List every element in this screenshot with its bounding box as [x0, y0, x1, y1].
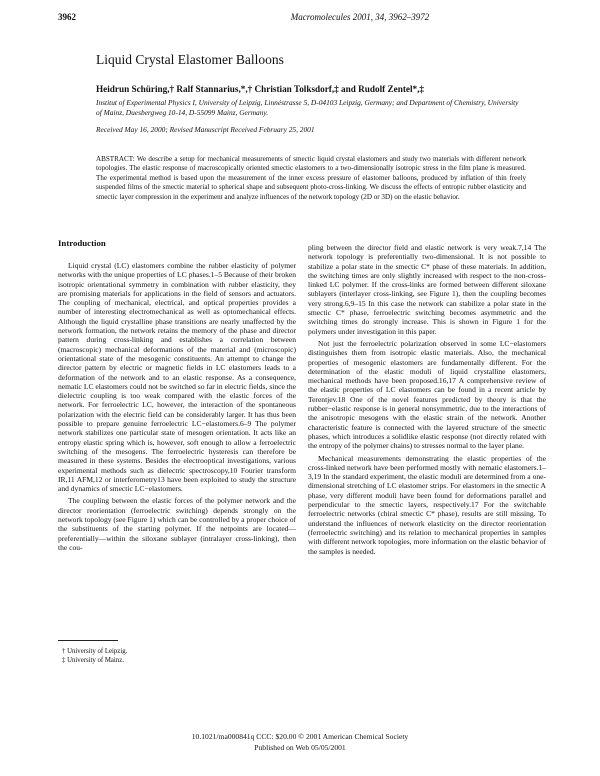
- page-number: 3962: [58, 12, 76, 22]
- citation: 2001, 34, 3962–3972: [352, 12, 430, 22]
- received-dates: Received May 16, 2000; Revised Manuscript Received February 25, 2001: [96, 125, 315, 134]
- body-paragraph: The coupling between the elastic forces of the polymer network and the director reorientation (ferroelectric switching) depends strongly on the network topology (see Figure 1) which can be controlled by a proper choice of the substituents of the starting polymer. If the netpoints are located—preferentially—within the siloxane sublayer (intralayer cross-linking), then the cou-: [58, 496, 296, 552]
- body-paragraph: Liquid crystal (LC) elastomers combine the rubber elasticity of polymer networks with the unique properties of LC phases.1–5 Because of their broken isotropic orientational symmetry in combination with rubber elasticity, they are promising materials for applications in the field of sensors and actuators. The coupling of mechanical, electrical, and optical properties provides a number of interesting electromechanical as well as optomechanical effects. Although the liquid crystalline phase transitions are nearly unaffected by the network formation, the network retains the memory of the phase and director pattern during cross-linking and establishes a correlation between (macroscopic) mechanical deformations of the material and (microscopic) orientational state of the mesogenic constituents. An attempt to change the director pattern by electric or magnetic fields in LC elastomers leads to a deformation of the network and to an elastic response. As a consequence, nematic LC elastomers could not be switched so far in electric fields, since the dielectric coupling is too weak compared with the elastic forces of the network. For ferroelectric LC, however, the interaction of the spontaneous polarization with the electric field can be considerably larger. It has thus been possible to prepare genuine ferroelectric LC−elastomers.6–9 The polymer network stabilizes one particular state of mesogen orientation. It acts like an entropy elastic spring which is, however, soft enough to allow a ferroelectric switching of the mesogens. The ferroelectric hysteresis can therefore be measured in these systems. Besides the electrooptical investigations, various experimental methods such as dielectric spectroscopy,10 Fourier transform IR,11 AFM,12 or interferometry13 have been exploited to study the structure and dynamics of smectic LC−elastomers.: [58, 261, 296, 494]
- footnotes: [62, 647, 127, 665]
- author-list: Heidrun Schüring,† Ralf Stannarius,*,† Christian Tolksdorf,‡ and Rudolf Zentel*,‡: [96, 84, 425, 94]
- body-paragraph: Mechanical measurements demonstrating the elastic properties of the cross-linked network have been performed mostly with nematic elastomers.1–3,19 In the standard experiment, the elastic moduli are determined from a one-dimensional stretching of LC elastomer strips. For elastomers in the smectic A phase, very different moduli have been found for deformations parallel and perpendicular to the smectic layers, respectively.17 For the switchable ferroelectric networks (chiral smectic C* phase), results are still missing. To understand the influences of network elasticity on the director reorientation (ferroelectric switching) and its relation to mechanical properties in samples with different network topologies, more information on the elastic behavior of the samples is needed.: [308, 453, 546, 556]
- abstract: ABSTRACT: We describe a setup for mechanical measurements of smectic liquid crystal elastomers and study two materials with different network topologies. The elastic response of macroscopically oriented smectic elastomers to a two-dimensionally isotropic stress in the film plane is measured. The experimental method is based upon the measurement of the inner excess pressure of elastomer balloons, produced by inflation of thin freely suspended films of the smectic material to spherical shape and subsequent photo-cross-linking. We discuss the effects of entropic rubber elasticity and smectic layer compression in the experiment and analyze influences of the network topology (2D or 3D) on the elastic behavior.: [96, 155, 526, 201]
- article-title: Liquid Crystal Elastomer Balloons: [96, 52, 284, 67]
- body-paragraph: pling between the director field and elastic network is very weak.7,14 The network topology is preferentially two-dimensional. It is not possible to stabilize a polar state in the smectic C* phase of these materials. In addition, the switching times are only slightly increased with respect to the non-cross-linked LC polymer. If the cross-links are formed between different siloxane sublayers (interlayer cross-linking, see Figure 1), then the coupling becomes very strong.6,9–15 In this case the network can stabilize a polar state in the smectic C* phase, ferroelectric switching becomes asymmetric and the switching times do strongly increase. This is shown in Figure 1 for the polymers under investigation in this paper.: [308, 243, 546, 336]
- right-column: [308, 243, 546, 559]
- running-header: [0, 12, 600, 28]
- footer-published: Published on Web 05/05/2001: [254, 743, 346, 752]
- footer-doi-copyright: 10.1021/ma000841q CCC: $20.00 © 2001 American Chemical Society: [191, 732, 409, 741]
- footnote-divider: [58, 640, 118, 641]
- left-column: [58, 238, 296, 555]
- body-paragraph: Not just the ferroelectric polarization observed in some LC−elastomers distinguishes them from isotropic elastic materials. Also, the mechanical properties of mesogenic elastomers are fundamentally different. For the determination of the elastic moduli of liquid crystalline elastomers, mechanical methods have been proposed.16,17 A comprehensive review of the elastic properties of LC elastomers can be found in a recent article by Terentjev.18 One of the novel features predicted by theory is that the rubber−elastic response is in general nonsymmetric, due to the interactions of the anisotropic mesogens with the elastic strain of the network. Another characteristic feature is connected with the layered structure of the smectic phases, which introduces a solidlike elastic response (not directly related with the entropy of the polymer chains) to stresses normal to the layer plane.: [308, 338, 546, 451]
- section-heading-introduction: Introduction: [58, 238, 106, 248]
- journal-name: Macromolecules: [290, 12, 351, 22]
- footnote: † University of Leipzig.: [62, 648, 128, 655]
- affiliations: Institut of Experimental Physics I, University of Leipzig, Linnéstrasse 5, D-04103 Leipzig, Germany; and Department of Chemistry, University of Mainz, Duesbergweg 10-14, D-55099 Mainz, Germany.: [96, 98, 519, 117]
- journal-citation: [230, 12, 490, 22]
- footnote: ‡ University of Mainz.: [62, 657, 124, 664]
